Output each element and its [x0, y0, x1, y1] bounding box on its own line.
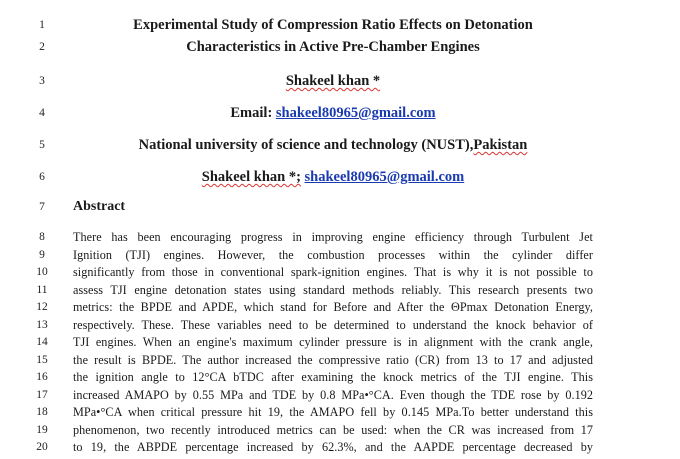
affiliation [73, 135, 593, 155]
line-number: 19 [36, 423, 48, 436]
line-number: 4 [39, 107, 45, 119]
author-name [73, 71, 593, 91]
line-number: 20 [36, 441, 48, 453]
line-number: 15 [36, 353, 48, 366]
author-line-email[interactable]: shakeel80965@gmail.com [304, 169, 465, 185]
line-number: 11 [36, 283, 48, 296]
line-number: 8 [39, 231, 45, 243]
email-line [73, 103, 593, 123]
abstract-line: assess TJI engine detonation states using standard methods reliably. This research presents two [73, 282, 593, 297]
abstract-line: MPa•°CA when critical pressure hit 19, the AMAPO fell by 0.145 MPa.To better understand this [73, 405, 593, 419]
line-1 [0, 15, 680, 35]
line-number: 5 [39, 139, 45, 151]
abstract-line: respectively. These. These variables need to be determined to understand the knock behavior of [73, 317, 593, 332]
affiliation-country: Pakistan [473, 137, 528, 153]
abstract-line: the result is BPDE. The author increased the compressive ratio (CR) from 13 to 17 and adjusted [73, 352, 593, 367]
line-number: 10 [36, 266, 48, 278]
author-contact-line [73, 167, 593, 187]
abstract-line: the ignition angle to 12°CA bTDC after examining the knock metrics of the TJI engine. This [73, 370, 593, 384]
line-6 [0, 167, 680, 187]
line-number: 13 [36, 318, 48, 331]
title-line-2: Characteristics in Active Pre-Chamber Engines [186, 39, 480, 55]
line-20 [0, 437, 680, 457]
line-number: 7 [39, 201, 45, 213]
line-3 [0, 71, 680, 91]
line-2 [0, 37, 680, 57]
line-number: 12 [36, 301, 48, 313]
abstract-line: metrics: the BPDE and APDE, which stand for Before and After the ΘPmax Detonation Energy, [73, 300, 593, 314]
line-number: 9 [39, 248, 45, 261]
abstract-line: There has been encouraging progress in improving engine efficiency through Turbulent Jet [73, 230, 593, 244]
author-text: Shakeel khan * [285, 73, 381, 89]
abstract-line: to 19, the ABPDE percentage increased by 62.3%, and the AAPDE percentage decreased by [73, 440, 593, 454]
email-label: Email: [230, 105, 273, 121]
abstract-heading: Abstract [73, 199, 126, 214]
affiliation-main: National university of science and technology (NUST), [138, 137, 474, 153]
line-number: 18 [36, 406, 48, 418]
line-4 [0, 103, 680, 123]
line-number: 2 [39, 41, 45, 53]
line-7 [0, 197, 680, 217]
abstract-line: significantly from those in conventional spark-ignition engines. That is why it is not possible to [73, 265, 593, 279]
line-number: 16 [36, 371, 48, 383]
line-number: 3 [39, 75, 45, 87]
line-number: 6 [39, 171, 45, 183]
title-line-1: Experimental Study of Compression Ratio Effects on Detonation [133, 17, 533, 33]
abstract-line: TJI engines. When an engine's maximum cylinder pressure is in alignment with the crank angle, [73, 335, 593, 349]
line-number: 17 [36, 388, 48, 401]
abstract-line: phenomenon, two recently introduced metrics can be used: when the CR was increased from 17 [73, 422, 593, 437]
line-number: 1 [39, 19, 45, 31]
author-line-name: Shakeel khan *; [201, 169, 301, 185]
abstract-line: Ignition (TJI) engines. However, the combustion processes within the cylinder differ [73, 247, 593, 262]
email-link[interactable]: shakeel80965@gmail.com [275, 105, 436, 121]
line-5 [0, 135, 680, 155]
abstract-line: increased AMAPO by 0.55 MPa and TDE by 0.8 MPa•°CA. Even though the TDE rose by 0.192 [73, 387, 593, 402]
line-number: 14 [36, 336, 48, 348]
